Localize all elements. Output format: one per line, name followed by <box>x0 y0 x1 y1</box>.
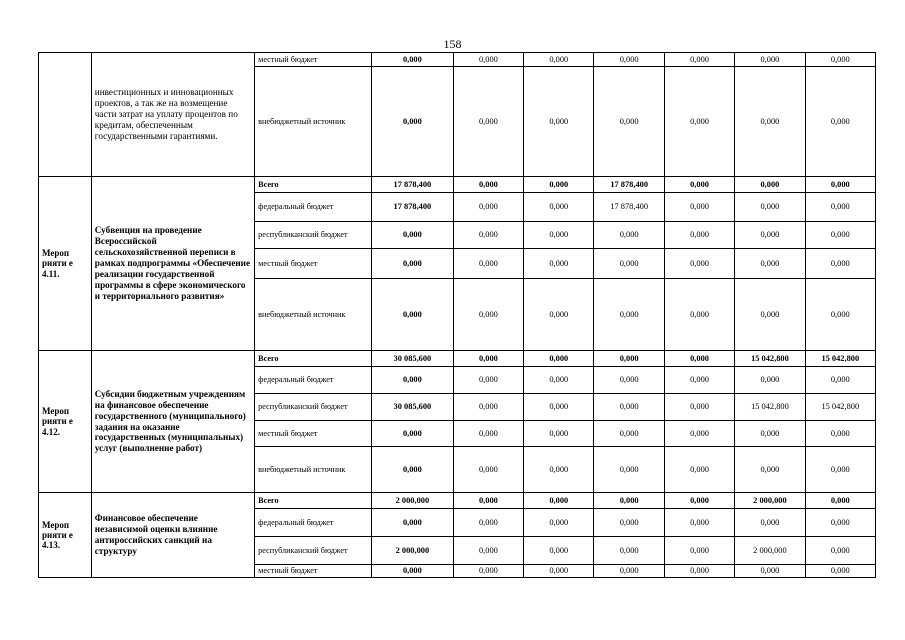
value-cell: 0,000 <box>524 193 594 222</box>
value-cell: 0,000 <box>372 53 454 67</box>
value-cell: 0,000 <box>664 565 734 578</box>
value-cell: 0,000 <box>805 53 875 67</box>
value-cell: 0,000 <box>372 249 454 279</box>
value-cell: 0,000 <box>735 367 805 394</box>
value-cell: 15 042,800 <box>735 394 805 421</box>
value-cell: 0,000 <box>805 67 875 177</box>
value-cell: 0,000 <box>735 67 805 177</box>
value-cell: 0,000 <box>735 177 805 193</box>
value-cell: 0,000 <box>594 249 664 279</box>
value-cell: 0,000 <box>805 509 875 537</box>
value-cell: 0,000 <box>372 67 454 177</box>
value-cell: 0,000 <box>664 193 734 222</box>
value-cell: 0,000 <box>453 367 523 394</box>
value-cell: 0,000 <box>524 509 594 537</box>
measure-name: Субсидии бюджетным учреждениям на финансовое обеспечение государственного (муниципального) задания на оказание государственных (муниципальных) услуг (выполнение работ) <box>91 351 254 493</box>
value-cell: 15 042,800 <box>805 394 875 421</box>
value-cell: 0,000 <box>524 53 594 67</box>
funding-source: Всего <box>255 351 372 367</box>
value-cell: 0,000 <box>594 351 664 367</box>
value-cell: 0,000 <box>805 565 875 578</box>
value-cell: 0,000 <box>594 565 664 578</box>
value-cell: 0,000 <box>453 493 523 509</box>
value-cell: 0,000 <box>453 193 523 222</box>
value-cell: 0,000 <box>805 493 875 509</box>
value-cell: 0,000 <box>524 279 594 351</box>
value-cell: 0,000 <box>805 537 875 565</box>
funding-source: внебюджетный источник <box>255 447 372 493</box>
value-cell: 2 000,000 <box>735 493 805 509</box>
value-cell: 0,000 <box>524 447 594 493</box>
budget-table-body <box>39 53 876 578</box>
value-cell: 0,000 <box>524 421 594 447</box>
value-cell: 0,000 <box>735 421 805 447</box>
value-cell: 0,000 <box>524 537 594 565</box>
measure-code: Мероп рияти е 4.12. <box>39 351 92 493</box>
value-cell: 0,000 <box>664 279 734 351</box>
funding-source: республиканский бюджет <box>255 537 372 565</box>
value-cell: 0,000 <box>594 421 664 447</box>
value-cell: 0,000 <box>524 351 594 367</box>
value-cell: 0,000 <box>805 177 875 193</box>
value-cell: 0,000 <box>664 249 734 279</box>
table-row <box>39 351 876 367</box>
measure-code-cell <box>39 53 92 177</box>
value-cell: 17 878,400 <box>372 177 454 193</box>
value-cell: 0,000 <box>735 53 805 67</box>
funding-source: федеральный бюджет <box>255 367 372 394</box>
measure-code: Мероп рияти е 4.11. <box>39 177 92 351</box>
value-cell: 0,000 <box>805 222 875 249</box>
value-cell: 0,000 <box>524 493 594 509</box>
value-cell: 0,000 <box>524 177 594 193</box>
value-cell: 0,000 <box>805 279 875 351</box>
value-cell: 17 878,400 <box>372 193 454 222</box>
value-cell: 0,000 <box>735 279 805 351</box>
funding-source: Всего <box>255 177 372 193</box>
table-row <box>39 53 876 67</box>
value-cell: 0,000 <box>453 509 523 537</box>
value-cell: 0,000 <box>524 249 594 279</box>
value-cell: 17 878,400 <box>594 177 664 193</box>
page-number: 158 <box>443 37 462 51</box>
value-cell: 0,000 <box>453 565 523 578</box>
value-cell: 0,000 <box>453 421 523 447</box>
value-cell: 0,000 <box>735 447 805 493</box>
funding-source: внебюджетный источник <box>255 67 372 177</box>
measure-code: Мероп рияти е 4.13. <box>39 493 92 578</box>
value-cell: 0,000 <box>453 279 523 351</box>
value-cell: 0,000 <box>594 367 664 394</box>
value-cell: 0,000 <box>524 565 594 578</box>
value-cell: 0,000 <box>735 193 805 222</box>
value-cell: 0,000 <box>594 53 664 67</box>
value-cell: 0,000 <box>735 565 805 578</box>
budget-table <box>38 52 876 578</box>
value-cell: 0,000 <box>594 493 664 509</box>
value-cell: 0,000 <box>372 447 454 493</box>
value-cell: 0,000 <box>524 394 594 421</box>
value-cell: 0,000 <box>664 509 734 537</box>
value-cell: 0,000 <box>805 249 875 279</box>
value-cell: 17 878,400 <box>594 193 664 222</box>
funding-source: местный бюджет <box>255 249 372 279</box>
value-cell: 0,000 <box>664 222 734 249</box>
value-cell: 0,000 <box>664 394 734 421</box>
value-cell: 0,000 <box>594 279 664 351</box>
value-cell: 0,000 <box>524 67 594 177</box>
value-cell: 2 000,000 <box>372 493 454 509</box>
value-cell: 0,000 <box>524 367 594 394</box>
funding-source: федеральный бюджет <box>255 509 372 537</box>
value-cell: 0,000 <box>735 509 805 537</box>
value-cell: 0,000 <box>594 394 664 421</box>
value-cell: 0,000 <box>453 351 523 367</box>
value-cell: 2 000,000 <box>735 537 805 565</box>
table-row <box>39 493 876 509</box>
value-cell: 0,000 <box>735 222 805 249</box>
value-cell: 0,000 <box>453 222 523 249</box>
value-cell: 0,000 <box>372 222 454 249</box>
value-cell: 0,000 <box>594 537 664 565</box>
value-cell: 0,000 <box>453 177 523 193</box>
table-row <box>39 177 876 193</box>
value-cell: 0,000 <box>664 177 734 193</box>
value-cell: 0,000 <box>524 222 594 249</box>
value-cell: 0,000 <box>664 421 734 447</box>
measure-name: инвестиционных и инновационных проектов, а так же на возмещение части затрат на уплату процентов по кредитам, обеспеченным государственными гарантиями. <box>91 53 254 177</box>
value-cell: 0,000 <box>735 249 805 279</box>
value-cell: 15 042,800 <box>735 351 805 367</box>
value-cell: 0,000 <box>453 249 523 279</box>
funding-source: местный бюджет <box>255 565 372 578</box>
value-cell: 0,000 <box>453 537 523 565</box>
value-cell: 0,000 <box>664 447 734 493</box>
value-cell: 0,000 <box>664 367 734 394</box>
funding-source: местный бюджет <box>255 53 372 67</box>
value-cell: 0,000 <box>805 447 875 493</box>
value-cell: 0,000 <box>372 509 454 537</box>
value-cell: 0,000 <box>664 537 734 565</box>
funding-source: республиканский бюджет <box>255 394 372 421</box>
value-cell: 0,000 <box>805 193 875 222</box>
value-cell: 0,000 <box>594 67 664 177</box>
funding-source: республиканский бюджет <box>255 222 372 249</box>
value-cell: 30 085,600 <box>372 394 454 421</box>
value-cell: 15 042,800 <box>805 351 875 367</box>
value-cell: 30 085,600 <box>372 351 454 367</box>
measure-name: Субвенция на проведение Всероссийской сельскохозяйственной переписи в рамках подпрограммы «Обеспечение реализации государственной программы в сфере экономического и территориального развития» <box>91 177 254 351</box>
value-cell: 0,000 <box>594 222 664 249</box>
value-cell: 0,000 <box>594 509 664 537</box>
value-cell: 0,000 <box>453 447 523 493</box>
value-cell: 0,000 <box>372 279 454 351</box>
value-cell: 0,000 <box>664 67 734 177</box>
value-cell: 0,000 <box>372 565 454 578</box>
value-cell: 0,000 <box>805 367 875 394</box>
value-cell: 0,000 <box>372 421 454 447</box>
funding-source: местный бюджет <box>255 421 372 447</box>
value-cell: 0,000 <box>664 351 734 367</box>
value-cell: 0,000 <box>805 421 875 447</box>
value-cell: 0,000 <box>453 394 523 421</box>
funding-source: внебюджетный источник <box>255 279 372 351</box>
value-cell: 0,000 <box>664 493 734 509</box>
value-cell: 0,000 <box>664 53 734 67</box>
funding-source: Всего <box>255 493 372 509</box>
value-cell: 2 000,000 <box>372 537 454 565</box>
value-cell: 0,000 <box>594 447 664 493</box>
value-cell: 0,000 <box>453 67 523 177</box>
value-cell: 0,000 <box>453 53 523 67</box>
value-cell: 0,000 <box>372 367 454 394</box>
measure-name: Финансовое обеспечение независимой оценки влияние антироссийских санкций на структуру <box>91 493 254 578</box>
funding-source: федеральный бюджет <box>255 193 372 222</box>
